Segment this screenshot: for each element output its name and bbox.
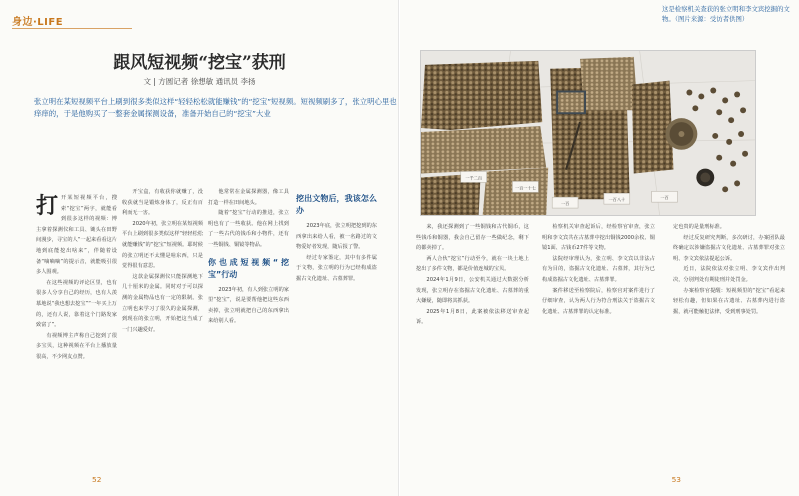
right-page [400, 0, 799, 496]
paragraph: 法院经审理认为，张立明、李文宾以非法占有为目的，盗掘古文化遗址、古墓葬，其行为已构成盗掘古文化遗址、古墓葬罪。 [542, 255, 655, 283]
paragraph: 他常常在金属探测器，像工具打造一样在田间地头。 [208, 189, 289, 206]
paragraph: 2023年初，有人到张立明的家里“挖宝”，说是要帮他把这些东西卖掉，张立明就把自己的东西拿出来给别人看。 [208, 286, 289, 325]
paragraph: 2024年1月9日，公安机关通过大数据分析发现，张立明存在盗掘古文化遗址、古墓葬的重大嫌疑，随即将其抓获。 [416, 276, 529, 305]
label-text: 一千二百 [465, 175, 483, 181]
label-text: 一百一十七 [514, 185, 536, 191]
article-headline: 跟风短视频“挖宝”获刑 [113, 53, 286, 73]
coin-pile [421, 61, 542, 130]
paragraph: 随着“挖宝”行动的推进，张立明也有了一些收获。他在网上找到了一些古代的钱币和小物件，还有一些铜钱、铜镜等物品。 [208, 210, 289, 248]
subheading: 挖出文物后，我该怎么办 [296, 194, 377, 215]
paragraph: 有视频博主声称自己挖到了很多宝贝，这种视频在平台上播放量很高，不少网友点赞。 [36, 332, 117, 360]
coin-pile [421, 126, 546, 173]
left-page [0, 0, 399, 496]
left-column-1 [36, 193, 117, 471]
paragraph: 开宝盒，有收获你就赚了，没收获就当是锻炼身体了，反正有百利而无一害。 [122, 189, 203, 217]
paragraph: 案件移送至检察院后，检察官对案件进行了仔细审查，认为两人行为符合刑法关于盗掘古文化遗址、古墓葬罪的认定标准。 [542, 287, 655, 315]
left-column-4 [296, 187, 377, 471]
photo-caption: 这是检察机关查获的张立明和李文宾挖掘的文物。（图片来源：受访者供图） [662, 5, 790, 23]
paragraph: 2025年1月8日，此案被依法移送审查起诉。 [416, 308, 529, 326]
paragraph: 经过反复研究判断，多次研讨，办案团队最终确定以涉嫌盗掘古文化遗址、古墓葬罪对张立明、李文宾依法提起公诉。 [673, 234, 785, 262]
left-column-2 [122, 187, 203, 471]
article-byline: 文 | 方圆记者 徐想敏 通讯员 李扬 [143, 77, 256, 86]
section-tag: 身边·LIFE [12, 17, 64, 28]
paragraph: 近日，法院依法对张立明、李文宾作出判决，分别判处有期徒刑并处罚金。 [673, 266, 785, 283]
paragraph: 开某短视频平台，搜索“挖宝”两字，就能看到很多这样的视频：博主拿着探测仪和工具、锄头在田野间漫步，寻宝的人“一起来看看这片地到底能挖出啥来”，伴随着设备“嘀嘀嘀”的提示音，就能吸引很多人围观。 [36, 195, 117, 276]
right-column-1 [416, 222, 529, 472]
section-rule [12, 28, 132, 29]
subheading: 你也成短视频“挖宝”行动 [208, 257, 289, 279]
paragraph: 在这些视频的评论区里，也有很多人分享自己的经历，也有人羡慕地说“我也想去挖宝”“一年买上万的，还有人说，靠着这个门路发家致富了”。 [36, 279, 117, 329]
right-column-2 [542, 222, 655, 472]
paragraph: 检察机关审查起诉后，经检察官审查，张立明和李文宾共在古墓葬中挖出铜钱2000余枚、铜镜1面、古钱币27件等文物。 [542, 224, 655, 252]
paragraph: 办案检察官提醒：短视频里的“挖宝”看起来轻松有趣，但如果在古遗址、古墓葬内进行盗掘，就可能触犯法律，受到刑事处罚。 [673, 287, 785, 315]
label-text: 一百 [560, 201, 570, 207]
paragraph: 来，我还探测到了一些铜钱和古代铜币，这些钱币和铜器，我会自己留存一些做纪念，剩下的都卖掉了。 [416, 224, 529, 252]
article-lead: 张立明在某短视频平台上刷到很多类似这样“轻轻松松就能赚钱”的“挖宝”短视频。短视频刷多了，张立明心里也痒痒的，于是他购买了一整套金属探测设备，准备开始自己的“挖宝”大业 [34, 97, 397, 118]
page-number-right: 53 [671, 475, 681, 484]
label-text: 一百八十 [608, 197, 626, 203]
paragraph: 这款金属探测仪只能探测地下几十厘米的金属。同时对于可以探测的金属物品也有一定的限制。张立明也来学习了很久的金属探测，到现在的张立明，开始把这当成了一门兴趣爱好。 [122, 273, 203, 333]
page-number-left: 52 [92, 475, 102, 484]
paragraph: 定也贵的是量刑标准。 [673, 224, 725, 230]
drop-cap: 打 [36, 193, 59, 219]
paragraph: 经过专家鉴定，其中有多件属于文物，张立明的行为已经构成盗掘古文化遗址、古墓葬罪。 [296, 254, 377, 282]
artifacts-photo [420, 50, 756, 216]
right-column-3 [673, 222, 785, 472]
paragraph: 2020年初，张立明在某短视频平台上刷到很多类似这样“轻轻松松就能赚钱”的“挖宝”短视频。耶时候的张立明还不太懂是啥东西，只是觉得很有意思。 [122, 220, 203, 270]
left-column-3 [208, 187, 289, 471]
paragraph: 两人合伙“挖宝”行动至今，就在一块土地上挖出了多件文物，都是价值连城的宝贝。 [416, 255, 529, 273]
paragraph: 2023年底，张立明把挖到的东西拿出来给人看，被一名路过的文物爱好者发现，随后报了警。 [296, 223, 377, 251]
label-text: 一百 [660, 195, 669, 201]
coin-pile [580, 57, 638, 110]
